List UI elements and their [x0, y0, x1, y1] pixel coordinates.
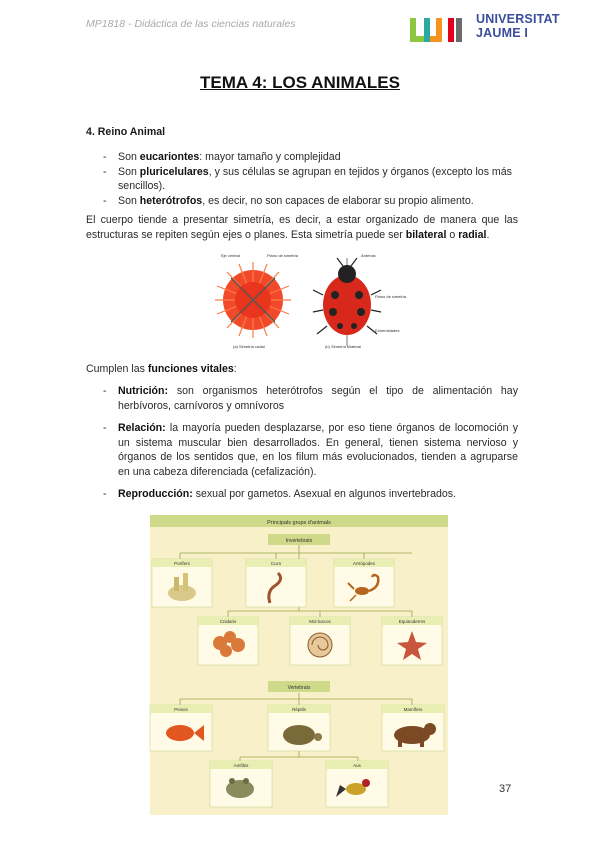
uji-logo-mark-icon: [410, 14, 468, 44]
diagram-title: Principals grups d'animals: [267, 520, 331, 526]
list-item: - Son heterótrofos, es decir, no son capaces de elaborar su propio alimento.: [98, 194, 518, 209]
group-label: Mol·luscos: [309, 619, 331, 624]
figure-caption: (a) Simetría radial: [233, 344, 265, 349]
figure-caption: (b) Simetría bilateral: [325, 344, 362, 349]
characteristics-list: [98, 150, 518, 208]
symmetry-figure: [205, 250, 407, 355]
nautilus-image: [308, 633, 332, 657]
invertebrates-label: Invertebrats: [285, 538, 313, 544]
sea-urchin-image: [215, 262, 291, 338]
group-label: Cnidaris: [219, 619, 237, 624]
logo-line-2: JAUME I: [476, 26, 529, 40]
section-heading: 4. Reino Animal: [86, 126, 166, 138]
university-logo: [410, 12, 575, 46]
figure-label: Plano de simetría: [267, 253, 299, 258]
list-item: - Reproducción: sexual por gametos. Asexual en algunos invertebrados.: [98, 487, 518, 502]
group-label: Amfibis: [233, 763, 249, 768]
figure-label: Plano de simetría: [375, 294, 407, 299]
course-header: MP1818 - Didáctica de las ciencias naturales: [86, 18, 296, 30]
figure-label: Extremidades: [375, 328, 400, 333]
logo-line-1: UNIVERSITAT: [476, 12, 560, 26]
list-item: - Son pluricelulares, y sus células se agrupan en tejidos y órganos (excepto los más sencillos).: [98, 165, 518, 194]
group-label: Artròpodes: [352, 561, 376, 566]
page-number: 37: [499, 783, 512, 795]
group-label: Peixos: [174, 707, 188, 712]
ladybug-image: [313, 258, 381, 346]
group-label: Rèptils: [292, 707, 306, 712]
symmetry-paragraph: El cuerpo tiende a presentar simetría, es decir, a estar organizado de manera que las estructuras se repiten según ejes o planes. Esta simetría puede ser bilateral o radial.: [86, 214, 518, 241]
list-item: - Son eucariontes: mayor tamaño y complejidad: [98, 150, 518, 165]
vital-functions-intro: Cumplen las funciones vitales:: [86, 363, 237, 375]
page-title: TEMA 4: LOS ANIMALES: [200, 73, 400, 92]
group-label: Cucs: [270, 561, 282, 566]
vital-functions-list: [98, 384, 518, 510]
figure-label: Eje central: [221, 253, 240, 258]
list-item: - Relación: la mayoría pueden desplazarse, por eso tiene órganos de locomoción y un sistema muscular bien desarrollados. En general, tienen sistema nervioso y órganos de los sentidos que, en los filum más evolucionados, tienden a agruparse en una cabeza diferenciada (cefalización).: [98, 421, 518, 479]
group-label: Porífers: [174, 561, 190, 566]
group-label: Aus: [353, 763, 361, 768]
animal-groups-diagram: [150, 515, 448, 815]
vertebrates-label: Vertebrats: [287, 685, 311, 691]
group-label: Equinoderms: [398, 619, 426, 624]
list-item: - Nutrición: son organismos heterótrofos según el tipo de alimentación hay herbívoros, carnívoros y omnívoros: [98, 384, 518, 413]
figure-label: Antenas: [361, 253, 376, 258]
group-label: Mamífers: [403, 707, 423, 712]
